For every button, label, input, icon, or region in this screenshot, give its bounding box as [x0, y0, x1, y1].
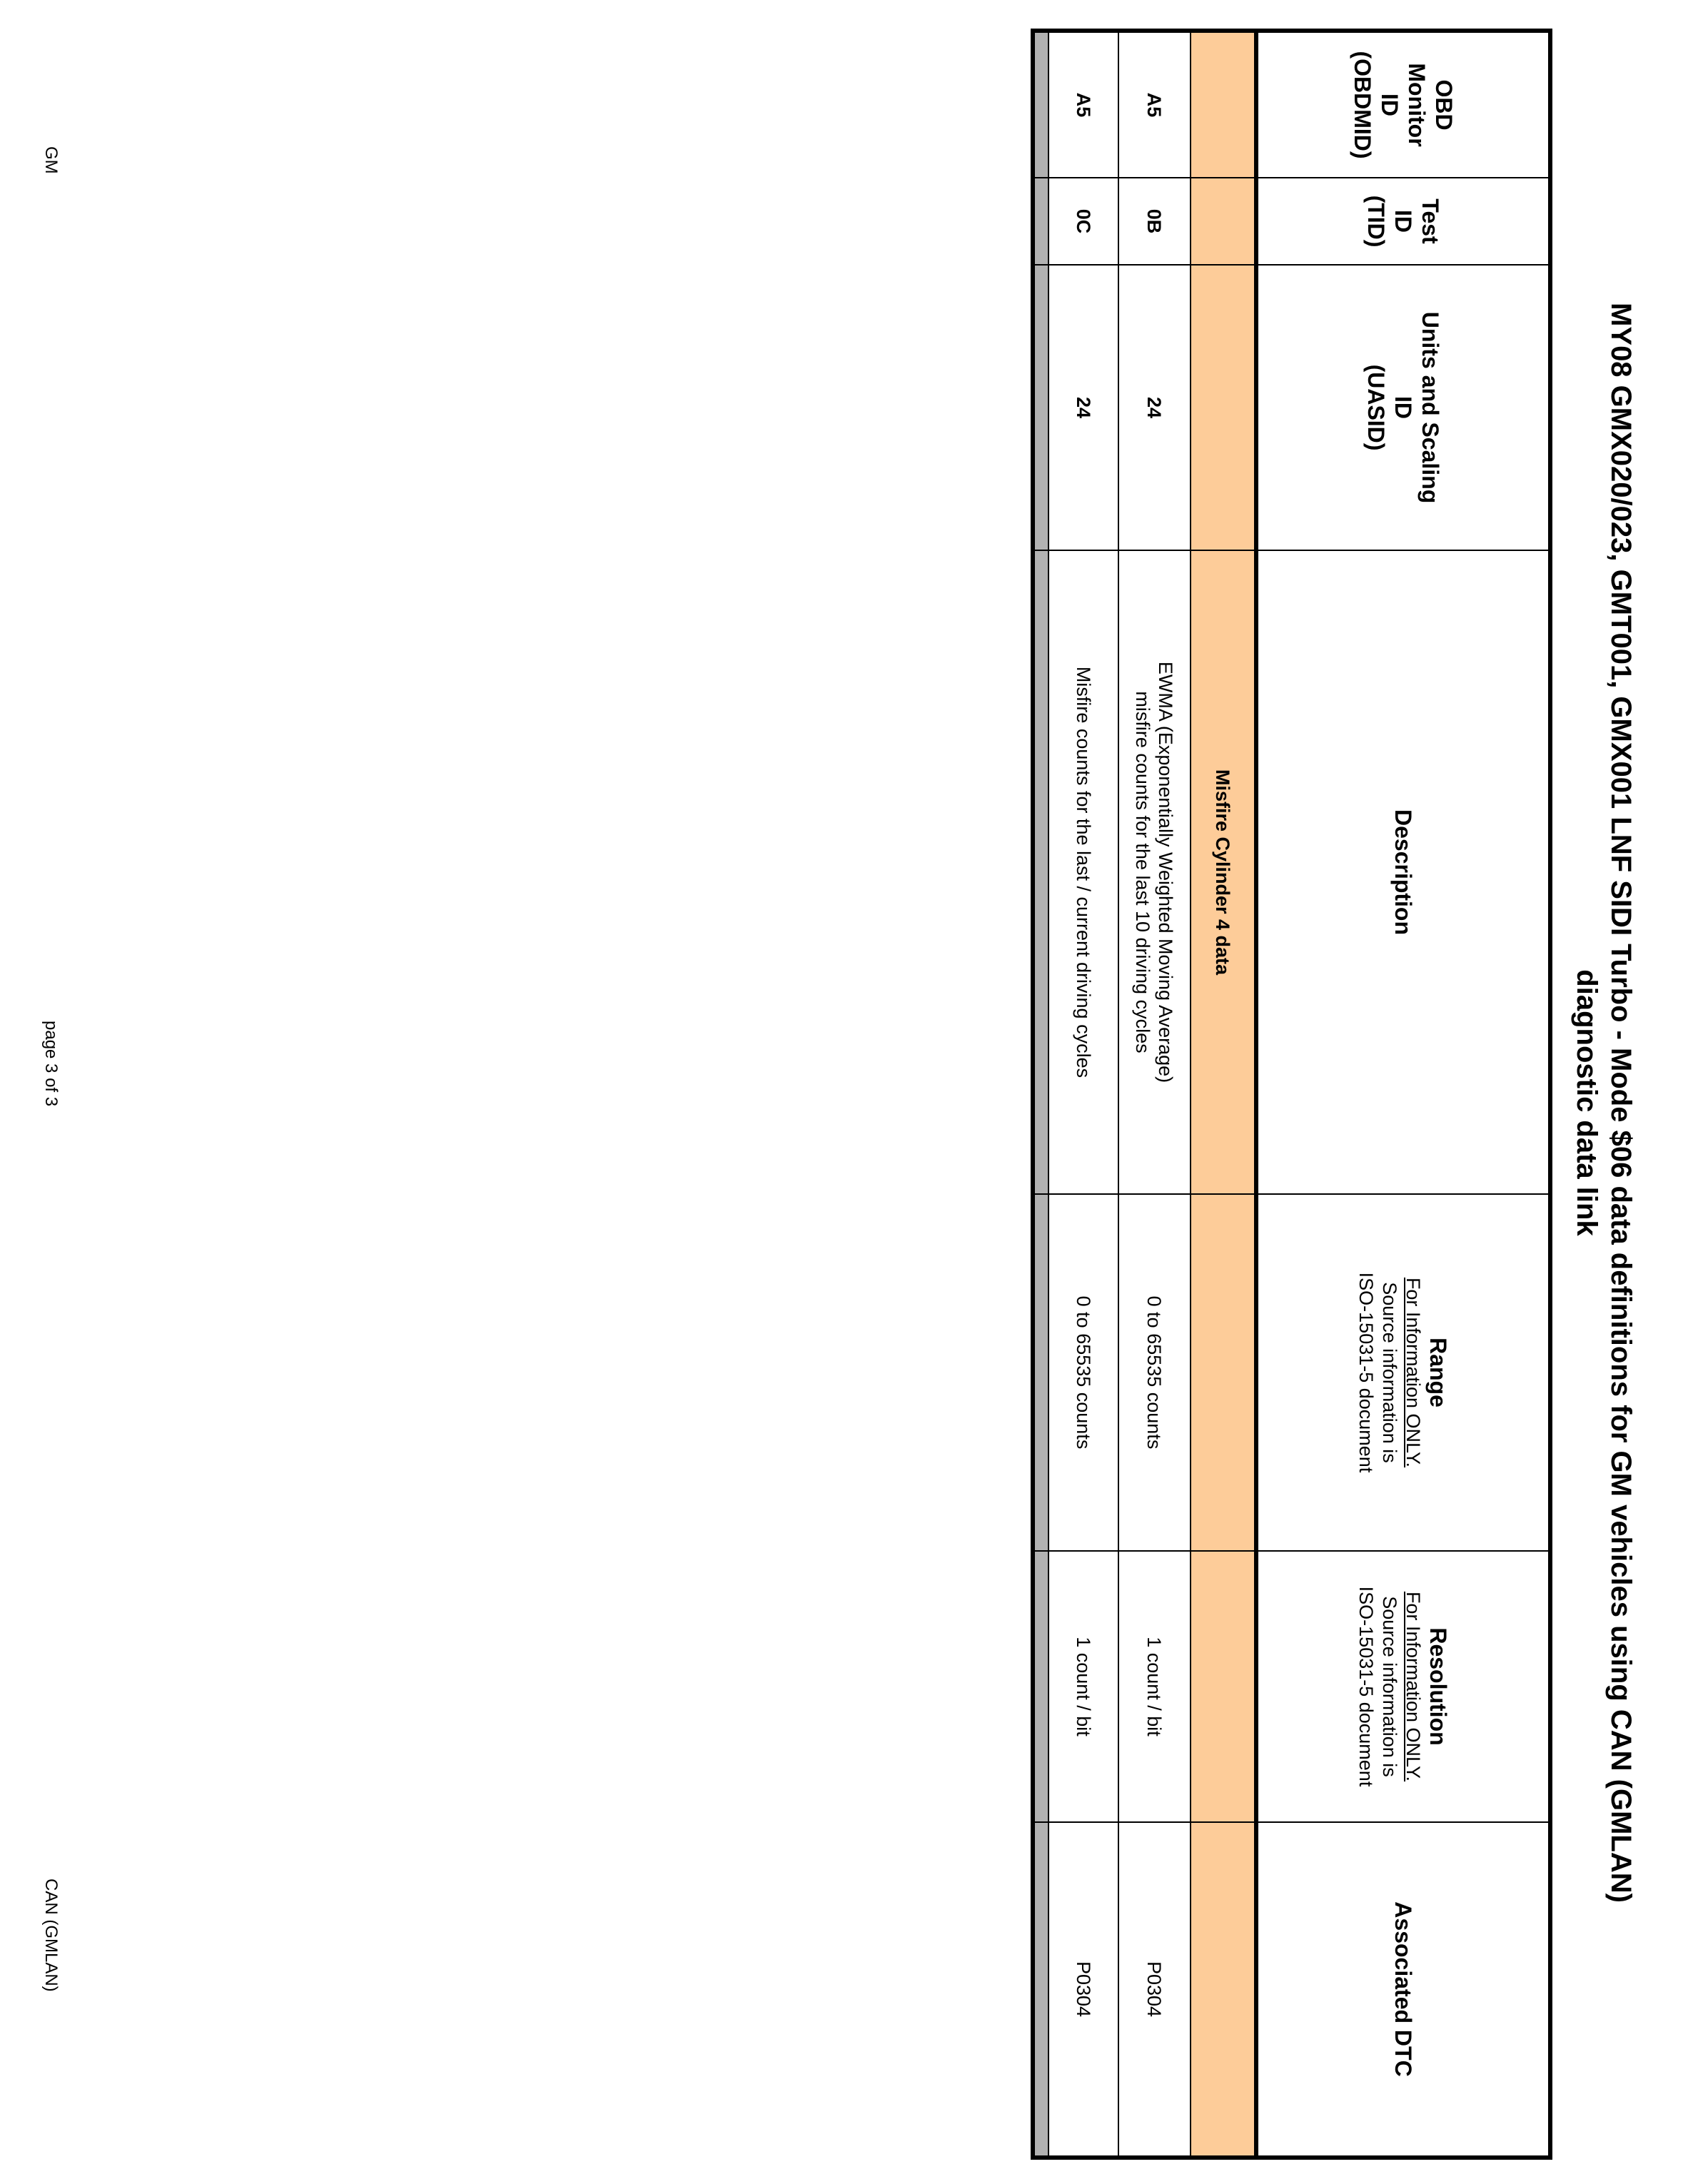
- cell-dtc: P0304: [1118, 1822, 1191, 2158]
- table-row: [1048, 31, 1118, 2158]
- cell-range: 0 to 65535 counts: [1048, 1194, 1118, 1551]
- header-associated-dtc: Associated DTC: [1256, 1822, 1550, 2158]
- header-tid: Test ID (TID): [1256, 178, 1550, 265]
- cell-tid: 0B: [1118, 178, 1191, 265]
- document-title: [1570, 164, 1638, 2041]
- header-range: Range For Information ONLY. Source information is ISO-15031-5 document: [1256, 1194, 1550, 1551]
- title-line-1: MY08 GMX020/023, GMT001, GMX001 LNF SIDI Turbo - Mode $06 data definitions for GM vehicles using CAN (GMLAN): [1605, 303, 1637, 1903]
- cell-description: EWMA (Exponentially Weighted Moving Average) misfire counts for the last 10 driving cycles: [1118, 550, 1191, 1194]
- footer-left: GM: [41, 146, 61, 174]
- cell-uasid: 24: [1048, 265, 1118, 550]
- header-description: Description: [1256, 550, 1550, 1194]
- title-line-2: diagnostic data link: [1571, 969, 1602, 1236]
- cell-obdmid: A5: [1118, 31, 1191, 178]
- cell-resolution: 1 count / bit: [1048, 1551, 1118, 1822]
- footer-page-number: page 3 of 3: [41, 1021, 61, 1107]
- cell-uasid: 24: [1118, 265, 1191, 550]
- mode06-definitions-table: [1031, 29, 1552, 2160]
- cell-resolution: 1 count / bit: [1118, 1551, 1191, 1822]
- section-row: [1191, 31, 1256, 2158]
- section-label: Misfire Cylinder 4 data: [1191, 550, 1256, 1194]
- cell-obdmid: A5: [1048, 31, 1118, 178]
- cell-description: Misfire counts for the last / current driving cycles: [1048, 550, 1118, 1194]
- footer-right: CAN (GMLAN): [41, 1879, 61, 1992]
- header-row: [1256, 31, 1550, 2158]
- header-uasid: Units and Scaling ID (UASID): [1256, 265, 1550, 550]
- table-row: [1118, 31, 1191, 2158]
- cell-tid: 0C: [1048, 178, 1118, 265]
- cell-dtc: P0304: [1048, 1822, 1118, 2158]
- header-resolution: Resolution For Information ONLY. Source information is ISO-15031-5 document: [1256, 1551, 1550, 1822]
- cell-range: 0 to 65535 counts: [1118, 1194, 1191, 1551]
- table-bottom-bar: [1033, 31, 1048, 2158]
- header-obdmid: OBD Monitor ID (OBDMID): [1256, 31, 1550, 178]
